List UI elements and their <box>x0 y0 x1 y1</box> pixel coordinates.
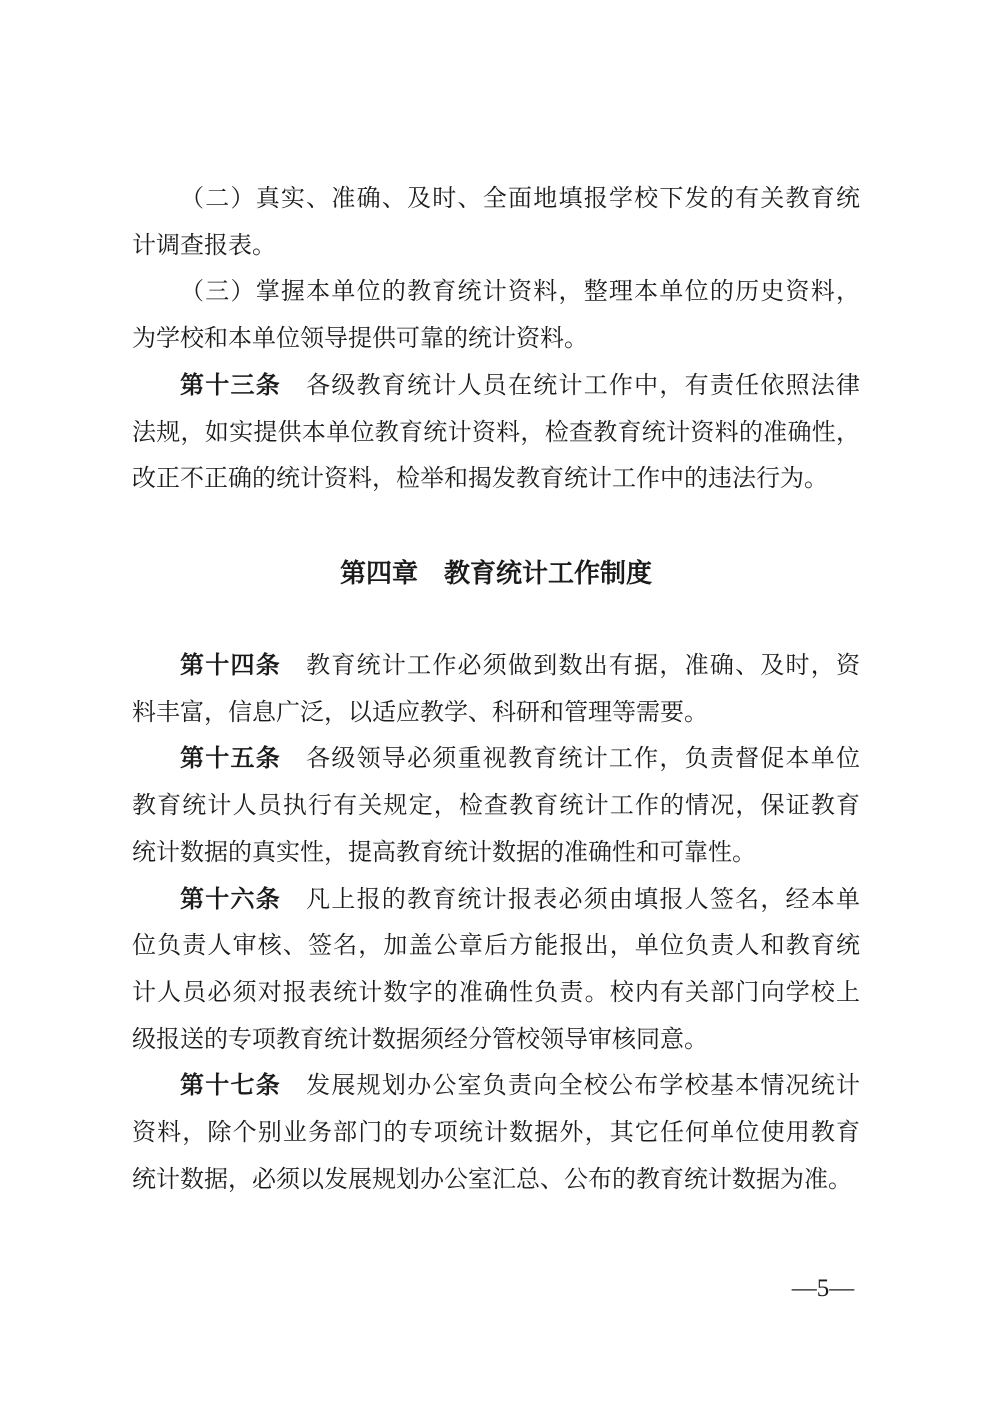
text-line <box>132 363 860 410</box>
text-run: 为学校和本单位领导提供可靠的统计资料。 <box>132 326 588 353</box>
text-run: 料丰富，信息广泛，以适应教学、科研和管理等需要。 <box>132 699 708 726</box>
paragraph <box>132 643 860 736</box>
paragraph <box>132 176 860 269</box>
chapter-heading: 第四章 教育统计工作制度 <box>339 557 652 588</box>
text-run: 资料，除个别业务部门的专项统计数据外，其它任何单位使用教育 <box>132 1120 860 1147</box>
text-run: （二）真实、准确、及时、全面地填报学校下发的有关教育统 <box>180 186 860 212</box>
text-line <box>132 316 860 363</box>
text-line <box>132 830 860 877</box>
paragraph <box>132 877 860 1064</box>
text-line <box>132 970 860 1017</box>
text-line <box>132 1017 860 1064</box>
text-run: 统计数据，必须以发展规划办公室汇总、公布的教育统计数据为准。 <box>132 1166 852 1193</box>
text-line <box>132 783 860 830</box>
article-number: 第十七条 <box>180 1072 281 1100</box>
text-line <box>132 1063 860 1110</box>
text-line <box>132 877 860 924</box>
document-body <box>132 176 860 1203</box>
text-run: 级报送的专项教育统计数据须经分管校领导审核同意。 <box>132 1026 708 1053</box>
text-run: 统计数据的真实性，提高教育统计数据的准确性和可靠性。 <box>132 839 756 866</box>
article-number: 第十三条 <box>180 371 281 399</box>
article-number: 第十五条 <box>180 745 281 773</box>
text-line <box>132 923 860 970</box>
text-line <box>132 736 860 783</box>
article-number: 第十六条 <box>180 885 281 913</box>
text-run: 法规，如实提供本单位教育统计资料，检查教育统计资料的准确性， <box>132 419 860 446</box>
article-number: 第十四条 <box>180 652 281 679</box>
page-number: —5— <box>791 1275 855 1302</box>
paragraph <box>132 736 860 876</box>
text-line <box>132 269 860 316</box>
text-run: 发展规划办公室负责向全校公布学校基本情况统计 <box>280 1073 861 1100</box>
text-run: 计人员必须对报表统计数字的准确性负责。校内有关部门向学校上 <box>132 979 860 1006</box>
text-line <box>132 456 860 503</box>
text-line <box>132 410 860 457</box>
paragraph <box>132 269 860 362</box>
text-run: 教育统计工作必须做到数出有据，准确、及时，资 <box>280 653 861 679</box>
text-run: 计调查报表。 <box>132 232 276 259</box>
text-line <box>132 1157 860 1204</box>
paragraph <box>132 363 860 503</box>
text-line <box>132 1110 860 1157</box>
paragraph <box>132 1063 860 1203</box>
text-line <box>132 223 860 270</box>
text-run: 各级教育统计人员在统计工作中，有责任依照法律 <box>280 372 861 399</box>
text-run: （三）掌握本单位的教育统计资料，整理本单位的历史资料， <box>180 279 860 306</box>
text-line <box>132 643 860 690</box>
text-run: 凡上报的教育统计报表必须由填报人签名，经本单 <box>280 886 861 913</box>
text-run: 改正不正确的统计资料，检举和揭发教育统计工作中的违法行为。 <box>132 466 828 493</box>
text-run: 各级领导必须重视教育统计工作，负责督促本单位 <box>280 746 861 773</box>
text-run: 教育统计人员执行有关规定，检查教育统计工作的情况，保证教育 <box>132 793 860 820</box>
text-run: 位负责人审核、签名，加盖公章后方能报出，单位负责人和教育统 <box>132 933 860 960</box>
text-line <box>132 176 860 223</box>
text-line <box>132 690 860 737</box>
